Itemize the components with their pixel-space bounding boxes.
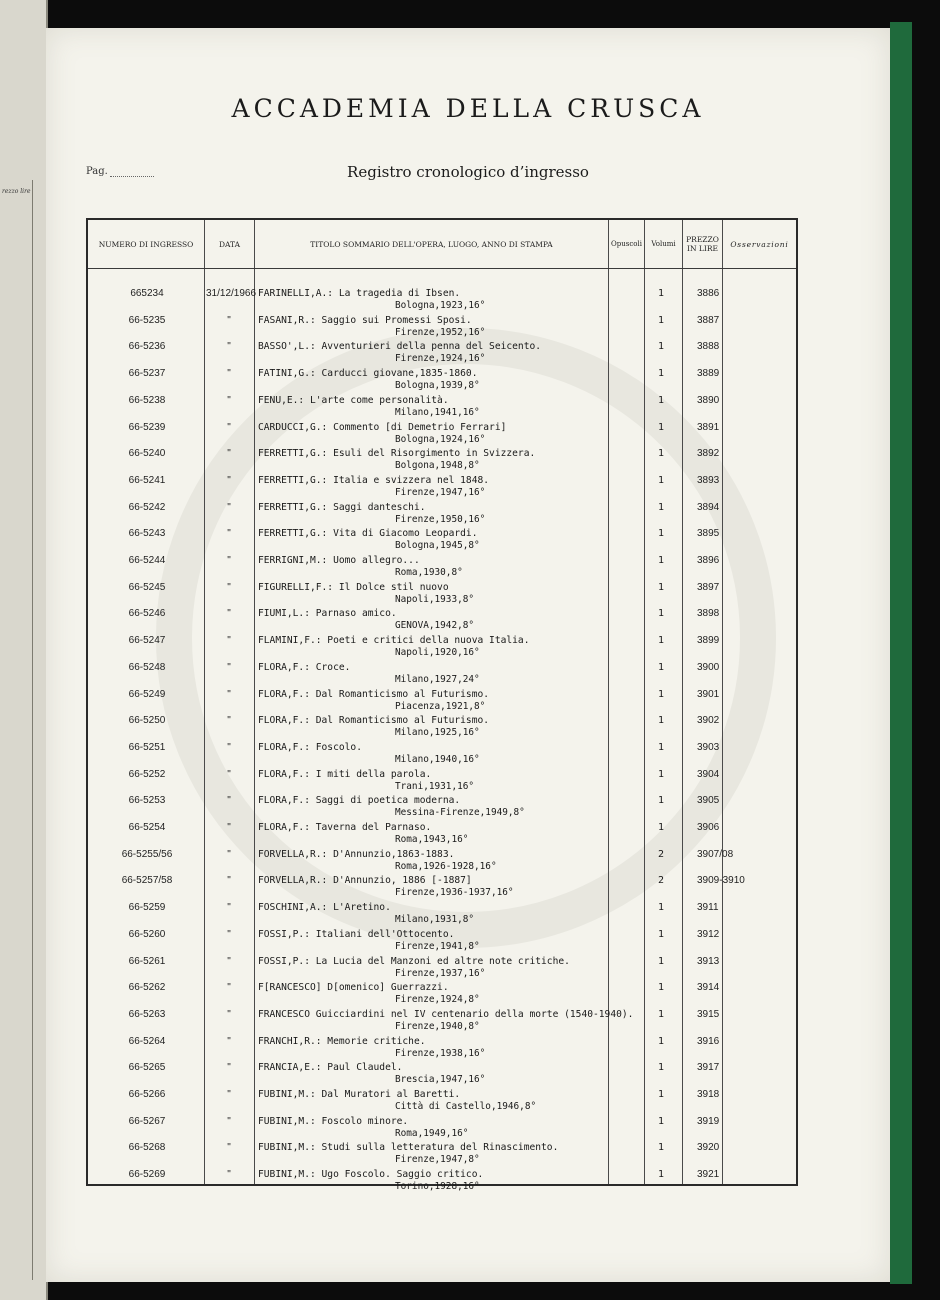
entry-price: 3896 — [697, 555, 720, 566]
entry-title: FERRETTI,G.: Esuli del Risorgimento in Svizzera. — [258, 448, 536, 460]
entry-place: Bologna,1923,16° — [395, 300, 486, 311]
entry-title: FLORA,F.: Foscolo. — [258, 741, 362, 753]
entry-title: FIGURELLI,F.: Il Dolce stil nuovo — [258, 581, 449, 593]
entry-number: 66-5261 — [128, 955, 166, 967]
entry-title: F[RANCESCO] D[omenico] Guerrazzi. — [258, 982, 449, 994]
entry-date: " — [227, 902, 231, 914]
table-row — [88, 1060, 796, 1087]
entry-title: FUBINI,M.: Studi sulla letteratura del Rinascimento. — [258, 1142, 559, 1154]
entry-date: " — [227, 608, 231, 620]
entry-volumes: 1 — [657, 635, 665, 647]
entry-date: " — [227, 528, 231, 540]
entry-volumes: 1 — [657, 1089, 665, 1100]
entry-number: 66-5269 — [128, 1169, 166, 1181]
entry-place: Firenze,1940,8° — [395, 1020, 480, 1032]
table-row — [88, 713, 796, 740]
entry-date: " — [227, 501, 231, 513]
table-row — [88, 1007, 796, 1034]
page-number-label: Pag. — [86, 166, 108, 177]
entry-place: Milano,1940,16° — [395, 753, 480, 765]
table-row — [88, 954, 796, 981]
entry-date: " — [227, 795, 231, 807]
entry-place: Firenze,1950,16° — [395, 513, 486, 525]
entry-date: " — [227, 848, 231, 860]
entry-date: " — [227, 875, 231, 887]
table-row — [88, 900, 796, 927]
column-header-prezzo: PREZZO IN LIRE — [686, 235, 719, 253]
entry-volumes: 1 — [657, 288, 665, 299]
entry-date: " — [227, 1142, 231, 1154]
column-header-volumi: Volumi — [651, 239, 676, 248]
entry-date: " — [227, 421, 231, 433]
entry-title: FERRETTI,G.: Vita di Giacomo Leopardi. — [258, 528, 478, 540]
entry-title: FARINELLI,A.: La tragedia di Ibsen. — [258, 288, 461, 299]
entry-title: FIUMI,L.: Parnaso amico. — [258, 608, 397, 620]
entry-price: 3889 — [697, 368, 720, 380]
entry-date: " — [227, 741, 231, 753]
entry-title: FLORA,F.: Taverna del Parnaso. — [258, 822, 432, 833]
entry-title: FRANCHI,R.: Memorie critiche. — [258, 1035, 426, 1047]
entry-volumes: 1 — [657, 902, 665, 914]
entry-price: 3890 — [697, 394, 720, 406]
entry-number: 66-5264 — [128, 1035, 166, 1047]
entry-place: Bolgona,1948,8° — [395, 460, 480, 472]
left-page-stub-text: rezzo lire — [2, 188, 31, 195]
entry-date: " — [227, 314, 231, 326]
entry-number: 66-5235 — [128, 314, 166, 326]
entry-place: Brescia,1947,16° — [395, 1074, 486, 1086]
entry-number: 66-5259 — [128, 902, 166, 914]
entry-number: 66-5238 — [128, 394, 166, 406]
entry-price: 3920 — [697, 1142, 720, 1154]
entry-title: FERRETTI,G.: Saggi danteschi. — [258, 501, 426, 513]
entry-number: 66-5246 — [128, 608, 166, 620]
entry-price: 3895 — [697, 528, 720, 540]
entry-title: FERRETTI,G.: Italia e svizzera nel 1848. — [258, 474, 490, 486]
entry-title: FUBINI,M.: Foscolo minore. — [258, 1115, 409, 1127]
column-header-numero: NUMERO DI INGRESSO — [98, 239, 194, 249]
entry-number: 66-5239 — [128, 421, 166, 433]
column-header-data: DATA — [218, 239, 241, 249]
entry-number: 66-5257/58 — [121, 875, 173, 887]
entry-title: FENU,E.: L'arte come personalità. — [258, 394, 449, 406]
entry-title: CARDUCCI,G.: Commento [di Demetrio Ferrari] — [258, 421, 507, 433]
table-row — [88, 740, 796, 767]
entry-volumes: 1 — [657, 982, 665, 994]
entry-place: Bologna,1939,8° — [395, 380, 480, 392]
entry-date: " — [227, 1062, 231, 1074]
entry-number: 66-5254 — [128, 822, 166, 833]
entry-title: FRANCESCO Guicciardini nel IV centenario della morte (1540-1940). — [258, 1008, 634, 1020]
entry-title: FOSSI,P.: La Lucia del Manzoni ed altre note critiche. — [258, 955, 570, 967]
entry-date: " — [227, 1169, 231, 1181]
entry-volumes: 1 — [657, 715, 665, 727]
entry-date: " — [227, 474, 231, 486]
table-row — [88, 687, 796, 714]
entry-volumes: 1 — [657, 448, 665, 460]
entry-place: Torino,1928,16° — [395, 1181, 480, 1193]
entry-number: 66-5244 — [128, 555, 166, 566]
entry-volumes: 1 — [657, 421, 665, 433]
entry-volumes: 1 — [657, 368, 665, 380]
table-row — [88, 420, 796, 447]
entry-price: 3900 — [697, 661, 720, 673]
table-row — [88, 1167, 796, 1194]
entry-price: 3913 — [697, 955, 720, 967]
entry-date: " — [227, 955, 231, 967]
entry-volumes: 2 — [657, 848, 665, 860]
entry-volumes: 1 — [657, 1035, 665, 1047]
table-row — [88, 767, 796, 794]
entry-place: Firenze,1947,16° — [395, 486, 486, 498]
entry-price: 3916 — [697, 1035, 720, 1047]
table-row — [88, 553, 796, 580]
entry-date: " — [227, 555, 231, 566]
entry-volumes: 1 — [657, 1008, 665, 1020]
entry-price: 3886 — [697, 288, 720, 299]
entry-number: 66-5236 — [128, 341, 166, 353]
entry-place: Firenze,1937,16° — [395, 967, 486, 979]
entry-date: " — [227, 982, 231, 994]
entry-title: FRANCIA,E.: Paul Claudel. — [258, 1062, 403, 1074]
entry-number: 66-5255/56 — [121, 848, 173, 860]
entry-volumes: 1 — [657, 688, 665, 700]
entry-price: 3893 — [697, 474, 720, 486]
entry-price: 3912 — [697, 928, 720, 940]
entry-title: FERRIGNI,M.: Uomo allegro... — [258, 555, 420, 566]
entry-price: 3887 — [697, 314, 720, 326]
entry-volumes: 1 — [657, 768, 665, 780]
entry-place: Roma,1949,16° — [395, 1127, 469, 1139]
entry-title: BASSO',L.: Avventurieri della penna del Seicento. — [258, 341, 542, 353]
entry-place: Milano,1941,16° — [395, 406, 480, 418]
entry-price: 3902 — [697, 715, 720, 727]
entry-price: 3909-3910 — [697, 875, 745, 887]
column-header-titolo: TITOLO SOMMARIO DELL'OPERA, LUOGO, ANNO DI STAMPA — [310, 239, 553, 249]
entry-number: 66-5251 — [128, 741, 166, 753]
entry-title: FOSCHINI,A.: L'Aretino. — [258, 902, 391, 914]
entry-number: 665234 — [130, 288, 164, 299]
entry-volumes: 1 — [657, 341, 665, 353]
table-row — [88, 980, 796, 1007]
entry-price: 3898 — [697, 608, 720, 620]
entry-place: GENOVA,1942,8° — [395, 620, 475, 632]
table-row — [88, 339, 796, 366]
entry-volumes: 1 — [657, 474, 665, 486]
entry-price: 3904 — [697, 768, 720, 780]
entry-volumes: 1 — [657, 741, 665, 753]
entry-number: 66-5265 — [128, 1062, 166, 1074]
entry-volumes: 1 — [657, 394, 665, 406]
entry-title: FLORA,F.: I miti della parola. — [258, 768, 432, 780]
page-title: ACCADEMIA DELLA CRUSCA — [231, 94, 705, 123]
entry-place: Bologna,1924,16° — [395, 433, 486, 445]
entry-price: 3901 — [697, 688, 720, 700]
table-row — [88, 660, 796, 687]
entry-place: Città di Castello,1946,8° — [395, 1101, 537, 1112]
entry-title: FLORA,F.: Croce. — [258, 661, 351, 673]
entry-price: 3907/08 — [697, 848, 734, 860]
entry-volumes: 1 — [657, 661, 665, 673]
entry-place: Roma,1930,8° — [395, 567, 463, 578]
entry-date: " — [227, 928, 231, 940]
entry-place: Milano,1925,16° — [395, 727, 480, 739]
table-row — [88, 873, 796, 900]
entry-price: 3894 — [697, 501, 720, 513]
book-cover-edge — [890, 22, 912, 1284]
entry-place: Roma,1943,16° — [395, 834, 469, 845]
entry-title: FUBINI,M.: Ugo Foscolo. Saggio critico. — [258, 1169, 484, 1181]
table-row — [88, 1034, 796, 1061]
entry-title: FLORA,F.: Saggi di poetica moderna. — [258, 795, 461, 807]
entry-price: 3911 — [697, 902, 719, 914]
entry-title: FORVELLA,R.: D'Annunzio, 1886 [-1887] — [258, 875, 472, 887]
table-row — [88, 1140, 796, 1167]
entry-volumes: 1 — [657, 822, 665, 833]
entry-place: Firenze,1938,16° — [395, 1047, 486, 1059]
entry-number: 66-5267 — [128, 1115, 166, 1127]
entry-title: FOSSI,P.: Italiani dell'Ottocento. — [258, 928, 455, 940]
entry-date: 31/12/1966 — [206, 288, 257, 299]
entry-number: 66-5262 — [128, 982, 166, 994]
table-row — [88, 793, 796, 820]
register-page — [46, 28, 890, 1282]
entry-date: " — [227, 688, 231, 700]
entry-number: 66-5245 — [128, 581, 166, 593]
entry-number: 66-5249 — [128, 688, 166, 700]
entry-price: 3914 — [697, 982, 720, 994]
entry-place: Firenze,1952,16° — [395, 326, 486, 338]
entry-number: 66-5243 — [128, 528, 166, 540]
entry-volumes: 2 — [657, 875, 665, 887]
entry-place: Milano,1927,24° — [395, 673, 480, 685]
entry-place: Bologna,1945,8° — [395, 540, 480, 552]
column-header-osservazioni: Osservazioni — [730, 239, 789, 249]
entry-number: 66-5250 — [128, 715, 166, 727]
table-row — [88, 1114, 796, 1141]
table-row — [88, 927, 796, 954]
entry-date: " — [227, 661, 231, 673]
entry-place: Firenze,1947,8° — [395, 1154, 480, 1166]
entry-number: 66-5253 — [128, 795, 166, 807]
entry-title: FLAMINI,F.: Poeti e critici della nuova Italia. — [258, 635, 530, 647]
entry-volumes: 1 — [657, 581, 665, 593]
header-rule — [88, 268, 796, 269]
entry-place: Firenze,1924,8° — [395, 994, 480, 1006]
entry-price: 3903 — [697, 741, 720, 753]
entry-title: FORVELLA,R.: D'Annunzio,1863-1883. — [258, 848, 455, 860]
entry-date: " — [227, 341, 231, 353]
entry-number: 66-5242 — [128, 501, 166, 513]
column-header-opuscoli: Opuscoli — [611, 239, 642, 248]
left-page-column-rule — [0, 180, 33, 1280]
entry-number: 66-5252 — [128, 768, 166, 780]
entry-volumes: 1 — [657, 1142, 665, 1154]
entry-price: 3906 — [697, 822, 720, 833]
entry-price: 3918 — [697, 1089, 720, 1100]
table-row — [88, 580, 796, 607]
entry-place: Piacenza,1921,8° — [395, 700, 486, 712]
entry-volumes: 1 — [657, 1115, 665, 1127]
table-row — [88, 393, 796, 420]
table-row — [88, 847, 796, 874]
entry-volumes: 1 — [657, 955, 665, 967]
entry-title: FATINI,G.: Carducci giovane,1835-1860. — [258, 368, 478, 380]
table-row — [88, 1087, 796, 1114]
entry-date: " — [227, 768, 231, 780]
entry-number: 66-5247 — [128, 635, 166, 647]
entry-place: Messina-Firenze,1949,8° — [395, 807, 525, 819]
entry-volumes: 1 — [657, 795, 665, 807]
table-row — [88, 313, 796, 340]
entry-place: Trani,1931,16° — [395, 780, 475, 792]
entry-place: Firenze,1941,8° — [395, 940, 480, 952]
entry-volumes: 1 — [657, 555, 665, 566]
entry-title: FASANI,R.: Saggio sui Promessi Sposi. — [258, 314, 472, 326]
entry-price: 3905 — [697, 795, 720, 807]
entry-title: FLORA,F.: Dal Romanticismo al Futurismo. — [258, 688, 490, 700]
entry-place: Milano,1931,8° — [395, 914, 475, 926]
entry-place: Napoli,1920,16° — [395, 647, 480, 659]
entry-price: 3897 — [697, 581, 720, 593]
entry-date: " — [227, 448, 231, 460]
entry-place: Firenze,1936-1937,16° — [395, 887, 514, 899]
entry-price: 3891 — [697, 421, 720, 433]
entry-place: Napoli,1933,8° — [395, 593, 475, 605]
register-subtitle: Registro cronologico d’ingresso — [347, 163, 589, 181]
entry-date: " — [227, 715, 231, 727]
entry-title: FUBINI,M.: Dal Muratori al Baretti. — [258, 1089, 461, 1100]
table-row — [88, 500, 796, 527]
table-row — [88, 820, 796, 847]
table-row — [88, 606, 796, 633]
entry-number: 66-5263 — [128, 1008, 166, 1020]
entry-number: 66-5240 — [128, 448, 166, 460]
entry-volumes: 1 — [657, 1062, 665, 1074]
entry-date: " — [227, 1115, 231, 1127]
entry-number: 66-5241 — [128, 474, 166, 486]
table-row — [88, 286, 796, 313]
entry-volumes: 1 — [657, 928, 665, 940]
entry-number: 66-5268 — [128, 1142, 166, 1154]
register-table — [86, 218, 798, 1193]
table-row — [88, 446, 796, 473]
entry-date: " — [227, 394, 231, 406]
entry-volumes: 1 — [657, 608, 665, 620]
table-row — [88, 473, 796, 500]
table-row — [88, 366, 796, 393]
table-row — [88, 633, 796, 660]
entry-date: " — [227, 1089, 231, 1100]
entry-number: 66-5237 — [128, 368, 166, 380]
entry-number: 66-5248 — [128, 661, 166, 673]
entry-place: Roma,1926-1928,16° — [395, 860, 497, 872]
entry-date: " — [227, 822, 231, 833]
entry-price: 3915 — [697, 1008, 720, 1020]
entry-price: 3921 — [697, 1169, 720, 1181]
entry-price: 3899 — [697, 635, 720, 647]
entry-volumes: 1 — [657, 314, 665, 326]
entry-date: " — [227, 368, 231, 380]
entry-number: 66-5260 — [128, 928, 166, 940]
entry-price: 3892 — [697, 448, 720, 460]
entry-volumes: 1 — [657, 501, 665, 513]
entry-title: FLORA,F.: Dal Romanticismo al Futurismo. — [258, 715, 490, 727]
table-row — [88, 526, 796, 553]
entry-date: " — [227, 1008, 231, 1020]
entry-volumes: 1 — [657, 1169, 665, 1181]
entry-date: " — [227, 1035, 231, 1047]
entry-price: 3919 — [697, 1115, 720, 1127]
entry-price: 3917 — [697, 1062, 720, 1074]
entry-number: 66-5266 — [128, 1089, 166, 1100]
entry-date: " — [227, 581, 231, 593]
entry-place: Firenze,1924,16° — [395, 353, 486, 365]
entry-date: " — [227, 635, 231, 647]
entry-price: 3888 — [697, 341, 720, 353]
left-page-edge — [0, 0, 48, 1300]
entry-volumes: 1 — [657, 528, 665, 540]
